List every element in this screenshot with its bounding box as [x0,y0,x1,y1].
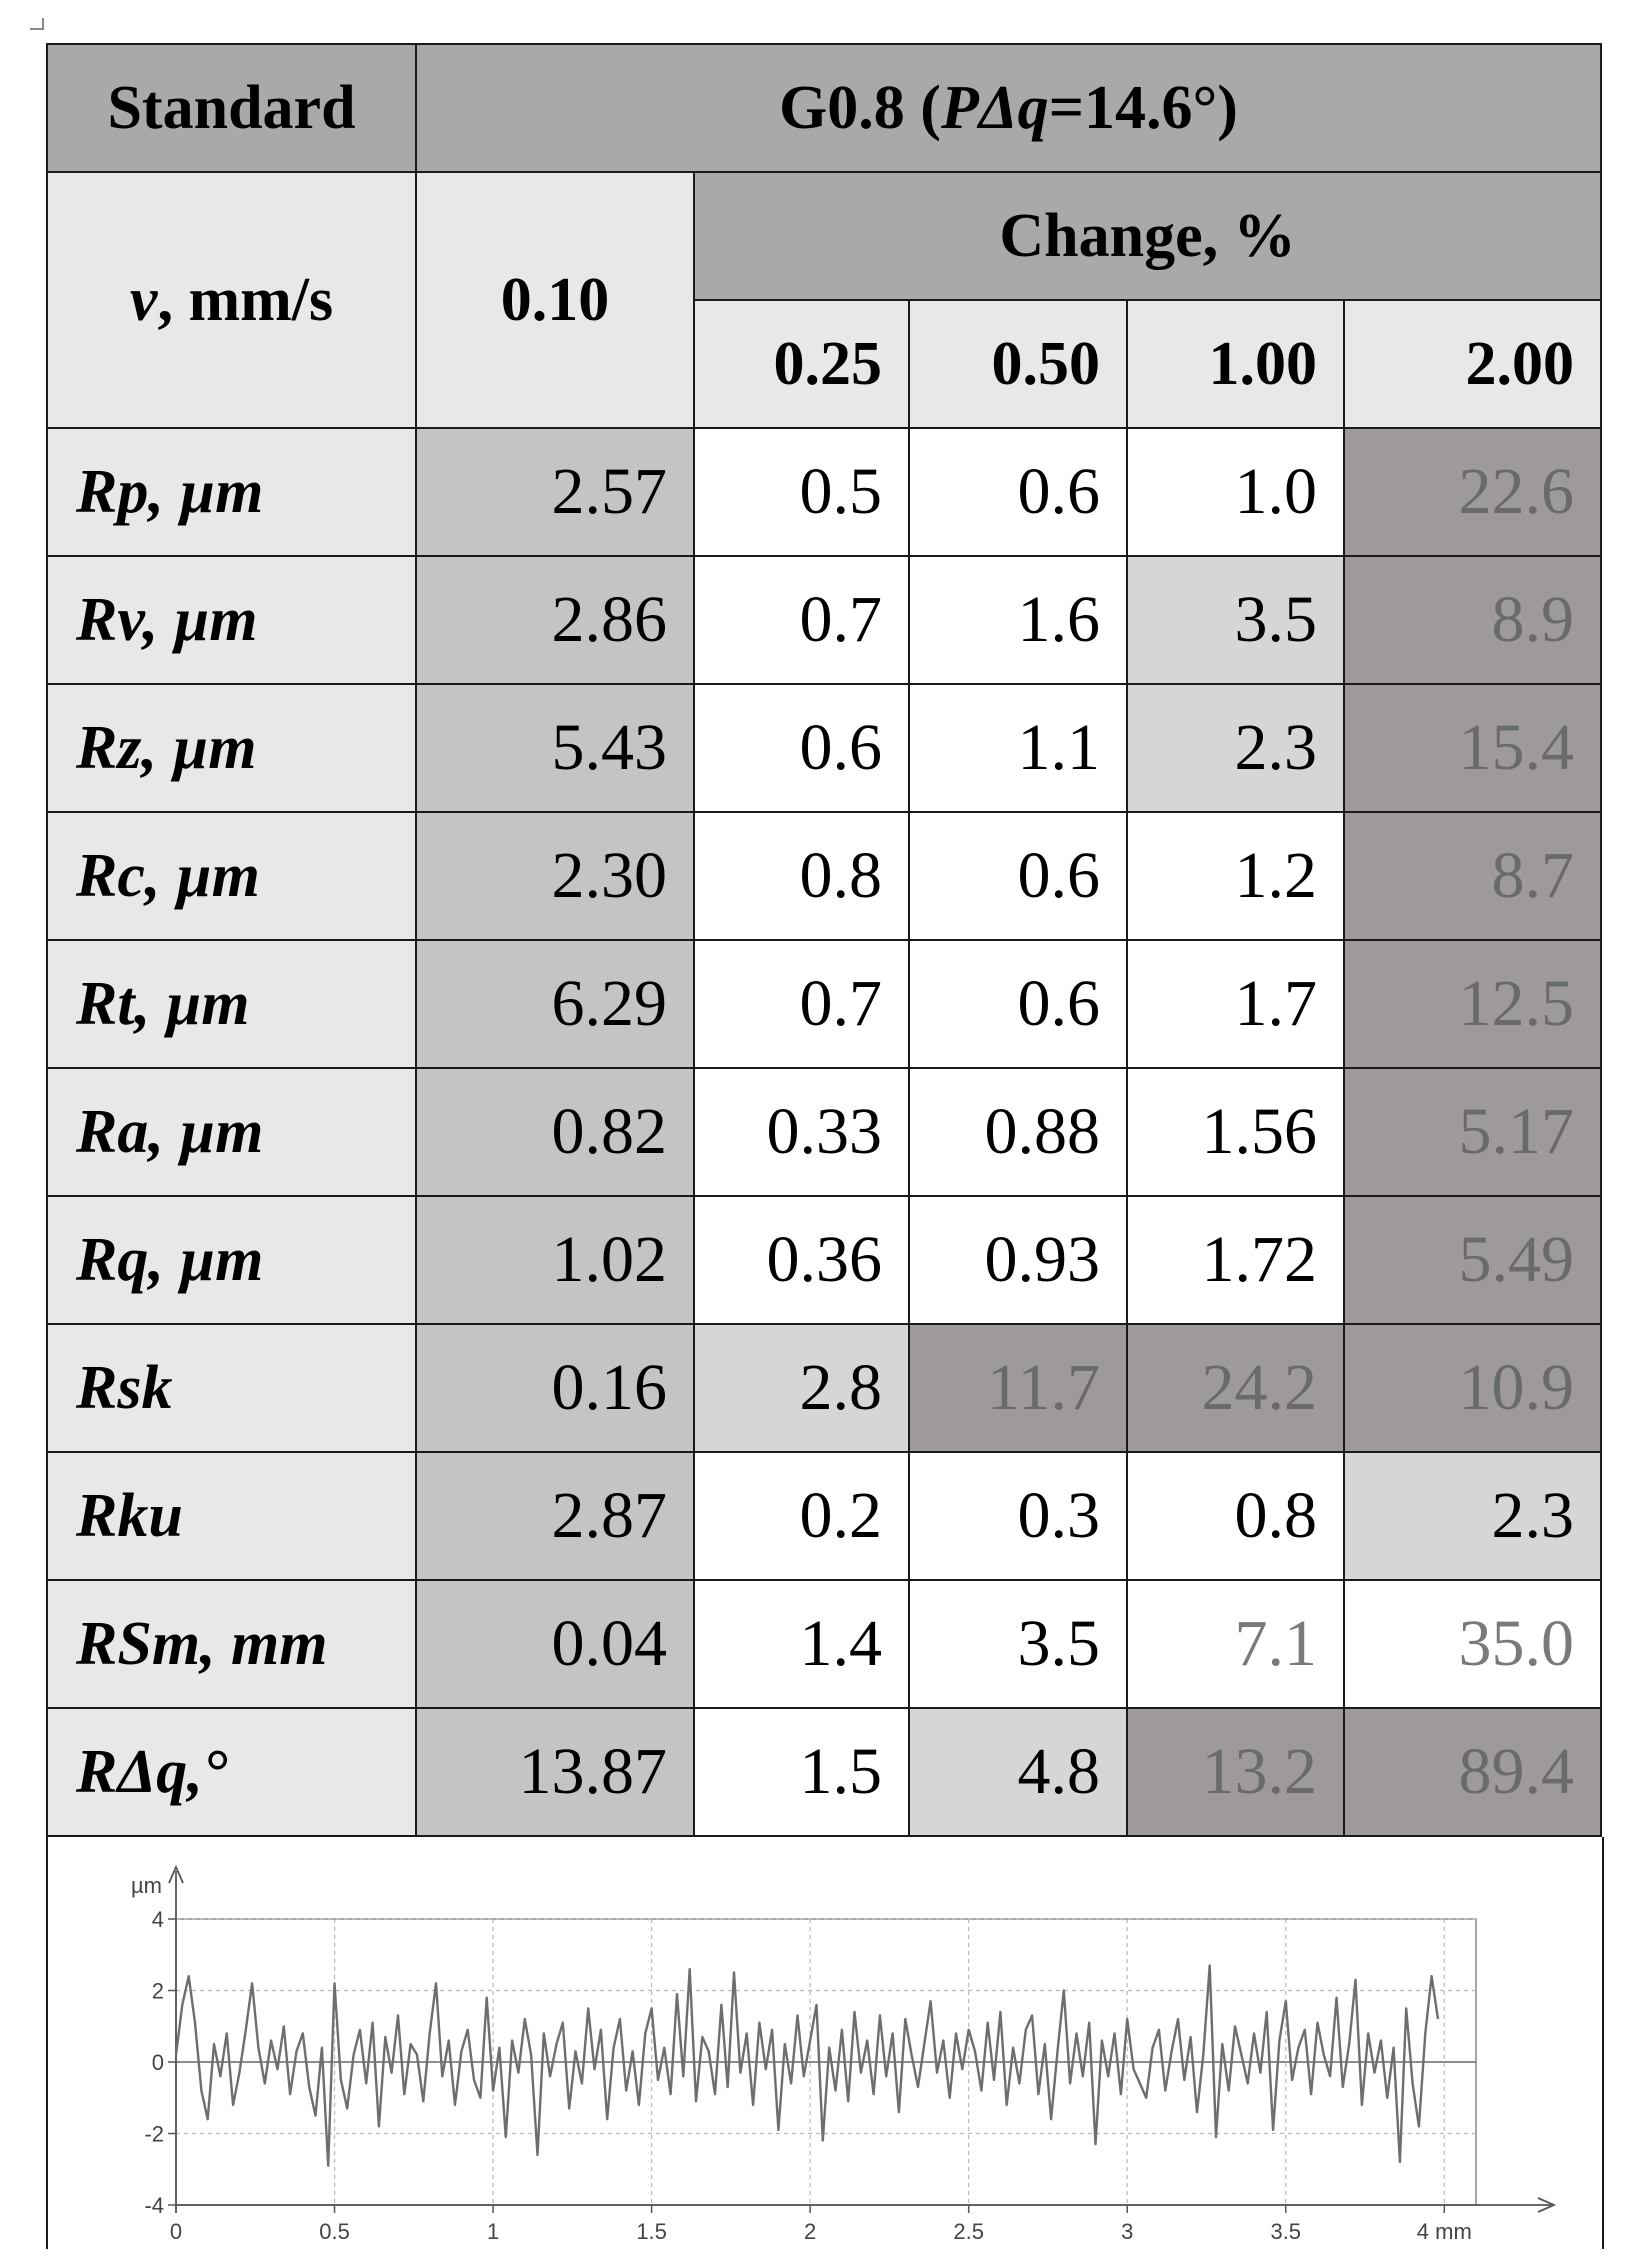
profile-chart [46,1837,1604,2249]
x-tick-label: 1 [486,2219,500,2244]
change-value: 0.36 [694,1196,909,1324]
change-value: 0.5 [694,428,909,556]
parameter-label: Rz, µm [47,684,416,812]
table-row [47,1068,1601,1196]
change-value: 1.1 [909,684,1127,812]
corner-mark [30,18,44,30]
change-value: 0.93 [909,1196,1127,1324]
parameter-label: Rsk [47,1324,416,1452]
speed-header-2: 1.00 [1127,300,1344,428]
x-tick-label: 2 [804,2219,817,2244]
roughness-table [46,43,1602,1837]
y-tick-label: 4 [151,1907,164,1932]
base-value: 2.87 [416,1452,694,1580]
change-value: 1.56 [1127,1068,1344,1196]
table-row [47,1452,1601,1580]
speed-header-1: 0.50 [909,300,1127,428]
x-tick-label: 0 [169,2219,183,2244]
change-value: 1.4 [694,1580,909,1708]
change-value: 1.6 [909,556,1127,684]
results-panel [46,43,1600,2249]
change-value: 22.6 [1344,428,1601,556]
table-row [47,556,1601,684]
profile-chart-svg [48,1837,1602,2249]
change-header: Change, % [694,172,1601,300]
change-value: 4.8 [909,1708,1127,1836]
change-value: 0.8 [1127,1452,1344,1580]
y-axis-label: µm [130,1873,162,1898]
parameter-label: Rt, µm [47,940,416,1068]
change-value: 7.1 [1127,1580,1344,1708]
parameter-label: Rku [47,1452,416,1580]
base-value: 6.29 [416,940,694,1068]
x-tick-label: 2.5 [953,2219,984,2244]
base-value: 0.04 [416,1580,694,1708]
change-value: 0.2 [694,1452,909,1580]
change-value: 15.4 [1344,684,1601,812]
table-row [47,1580,1601,1708]
change-value: 2.3 [1344,1452,1601,1580]
speed-header-3: 2.00 [1344,300,1601,428]
base-value: 2.57 [416,428,694,556]
change-value: 5.17 [1344,1068,1601,1196]
change-value: 1.0 [1127,428,1344,556]
x-tick-label: 3.5 [1270,2219,1302,2244]
change-value: 12.5 [1344,940,1601,1068]
parameter-label: RSm, mm [47,1580,416,1708]
change-value: 35.0 [1344,1580,1601,1708]
change-value: 0.6 [909,812,1127,940]
change-value: 2.8 [694,1324,909,1452]
y-tick-label: -2 [144,2121,164,2147]
change-value: 0.88 [909,1068,1127,1196]
parameter-label: RΔq,° [47,1708,416,1836]
change-value: 8.9 [1344,556,1601,684]
change-value: 2.3 [1127,684,1344,812]
table-row [47,812,1601,940]
base-value: 0.82 [416,1068,694,1196]
change-value: 3.5 [1127,556,1344,684]
table-row [47,684,1601,812]
parameter-label: Rc, µm [47,812,416,940]
change-value: 1.72 [1127,1196,1344,1324]
base-value: 5.43 [416,684,694,812]
base-value: 1.02 [416,1196,694,1324]
x-tick-label: 3 [1121,2219,1134,2244]
x-tick-label: 0.5 [319,2219,350,2244]
change-value: 0.6 [694,684,909,812]
change-value: 0.7 [694,556,909,684]
change-value: 3.5 [909,1580,1127,1708]
parameter-label: Rp, µm [47,428,416,556]
parameter-label: Rv, µm [47,556,416,684]
change-value: 10.9 [1344,1324,1601,1452]
change-value: 0.7 [694,940,909,1068]
x-tick-label: 4 mm [1416,2219,1472,2244]
base-value: 0.16 [416,1324,694,1452]
x-tick-label: 1.5 [636,2219,667,2244]
change-value: 0.6 [909,428,1127,556]
change-value: 1.2 [1127,812,1344,940]
speed-header-0: 0.25 [694,300,909,428]
table-row [47,1196,1601,1324]
table-row [47,940,1601,1068]
y-tick-label: 2 [151,1978,164,2004]
change-value: 5.49 [1344,1196,1601,1324]
speed-label-cell: v, mm/s [47,172,416,428]
parameter-label: Rq, µm [47,1196,416,1324]
change-value: 0.8 [694,812,909,940]
standard-header: Standard [47,44,416,172]
base-speed-header: 0.10 [416,172,694,428]
base-value: 2.86 [416,556,694,684]
y-tick-label: -4 [144,2193,164,2218]
base-value: 13.87 [416,1708,694,1836]
table-row [47,1708,1601,1836]
change-value: 24.2 [1127,1324,1344,1452]
change-value: 8.7 [1344,812,1601,940]
parameter-label: Ra, µm [47,1068,416,1196]
y-tick-label: 0 [151,2050,164,2075]
group-header: G0.8 (PΔq=14.6°) [416,44,1601,172]
profile-line [176,1966,1438,2166]
change-value: 1.7 [1127,940,1344,1068]
base-value: 2.30 [416,812,694,940]
change-value: 0.6 [909,940,1127,1068]
change-value: 0.3 [909,1452,1127,1580]
change-value: 89.4 [1344,1708,1601,1836]
change-value: 0.33 [694,1068,909,1196]
change-value: 1.5 [694,1708,909,1836]
table-row [47,1324,1601,1452]
change-value: 11.7 [909,1324,1127,1452]
change-value: 13.2 [1127,1708,1344,1836]
table-row [47,428,1601,556]
